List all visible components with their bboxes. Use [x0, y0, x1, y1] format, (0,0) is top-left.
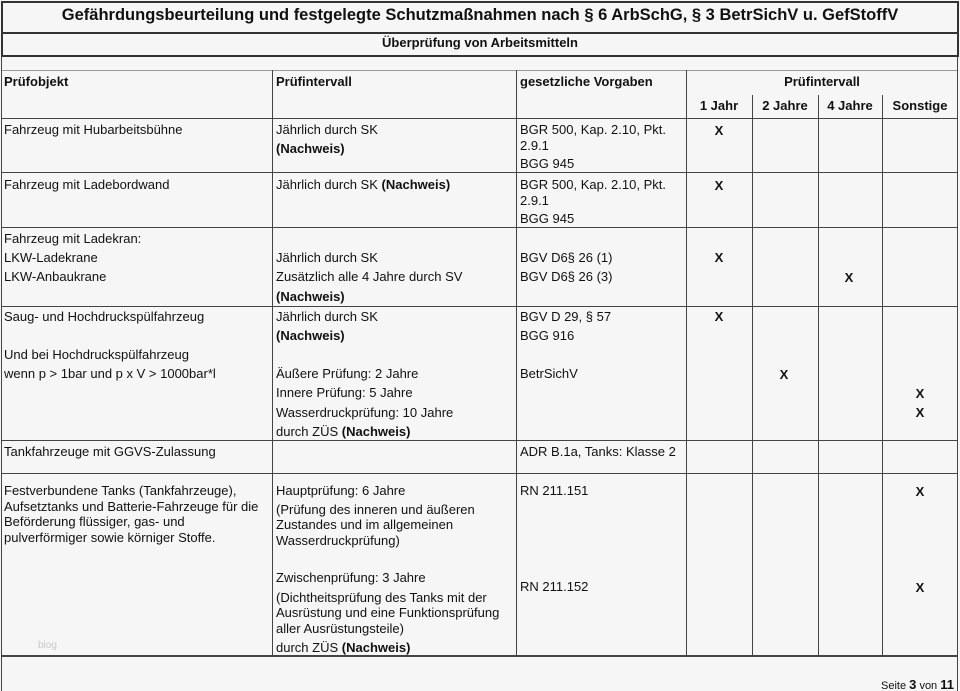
regs-cell: BGV D6§ 26 (3) — [520, 269, 613, 284]
header-object: Prüfobjekt — [4, 74, 69, 89]
total-pages: 11 — [940, 677, 954, 691]
col-divider — [686, 70, 687, 656]
proof-label: (Nachweis) — [341, 640, 411, 655]
col-divider — [516, 70, 517, 656]
object-cell: LKW-Anbaukrane — [4, 269, 107, 284]
object-cell: Aufsetztanks und Batterie-Fahrzeuge für die — [4, 499, 259, 514]
object-cell: pulverförmiger sowie körniger Stoffe. — [4, 530, 216, 545]
regs-cell: 2.9.1 — [520, 138, 549, 153]
mark-other: X — [915, 405, 925, 420]
interval-cell: aller Ausrüstungsteile) — [276, 621, 404, 636]
mark-other: X — [915, 580, 925, 595]
row-divider — [1, 227, 958, 228]
regs-cell: RN 211.152 — [520, 579, 589, 594]
frame-left — [1, 57, 2, 691]
regs-cell: BGR 500, Kap. 2.10, Pkt. — [520, 122, 666, 137]
regs-cell: ADR B.1a, Tanks: Klasse 2 — [520, 444, 676, 459]
proof-label: (Nachweis) — [341, 424, 411, 439]
proof-label: (Nachweis) — [381, 177, 451, 192]
header-top-line — [1, 70, 958, 71]
object-cell: Fahrzeug mit Ladebordwand — [4, 177, 170, 192]
regs-cell: BGR 500, Kap. 2.10, Pkt. — [520, 177, 666, 192]
interval-cell — [276, 424, 410, 440]
interval-cell: Jährlich durch SK — [276, 309, 378, 324]
row-divider — [1, 473, 958, 474]
regs-cell: BGG 945 — [520, 211, 575, 226]
proof-label: (Nachweis) — [276, 289, 345, 304]
mark-4-years: X — [844, 270, 854, 285]
row-divider — [1, 306, 958, 307]
header-4-years: 4 Jahre — [827, 98, 873, 113]
interval-cell: Innere Prüfung: 5 Jahre — [276, 385, 413, 400]
frame-right — [957, 57, 958, 691]
interval-cell: (Dichtheitsprüfung des Tanks mit der — [276, 590, 487, 605]
header-2-years: 2 Jahre — [762, 98, 808, 113]
interval-cell: Jährlich durch SK — [276, 250, 378, 265]
current-page: 3 — [909, 677, 917, 691]
object-cell: wenn p > 1bar und p x V > 1000bar*l — [4, 366, 216, 381]
regs-cell: BetrSichV — [520, 366, 578, 381]
mark-2-years: X — [779, 367, 789, 382]
interval-cell: Zusätzlich alle 4 Jahre durch SV — [276, 269, 463, 284]
interval-cell: Hauptprüfung: 6 Jahre — [276, 483, 406, 498]
header-regs: gesetzliche Vorgaben — [520, 74, 653, 89]
regs-cell: BGV D6§ 26 (1) — [520, 250, 613, 265]
regs-cell: BGG 945 — [520, 156, 575, 171]
interval-cell: Jährlich durch SK — [276, 122, 378, 137]
interval-cell: (Prüfung des inneren und äußeren — [276, 502, 475, 517]
row-divider — [1, 440, 958, 441]
mark-1-year: X — [714, 178, 724, 193]
interval-cell: Äußere Prüfung: 2 Jahre — [276, 366, 419, 381]
row-divider — [1, 172, 958, 173]
page-label: Seite — [881, 680, 907, 691]
interval-cell: Zustandes und im allgemeinen — [276, 517, 454, 532]
object-cell: Und bei Hochdruckspülfahrzeug — [4, 347, 189, 362]
col-divider — [882, 95, 883, 656]
of-label: von — [919, 680, 938, 691]
regs-cell: RN 211.151 — [520, 483, 589, 498]
regs-cell: BGG 916 — [520, 328, 575, 343]
table-bottom-line — [1, 655, 958, 657]
header-interval-group: Prüfintervall — [784, 74, 860, 89]
object-cell: Fahrzeug mit Hubarbeitsbühne — [4, 122, 183, 137]
document-subtitle: Überprüfung von Arbeitsmitteln — [382, 35, 578, 50]
interval-cell — [276, 177, 450, 193]
interval-cell: Ausrüstung und eine Funktionsprüfung — [276, 605, 500, 620]
header-interval: Prüfintervall — [276, 74, 352, 89]
header-other: Sonstige — [892, 98, 948, 113]
watermark: blog — [38, 640, 57, 651]
interval-cell: Wasserdruckprüfung) — [276, 533, 400, 548]
regs-cell: BGV D 29, § 57 — [520, 309, 612, 324]
mark-other: X — [915, 484, 925, 499]
col-divider — [752, 95, 753, 656]
col-divider — [818, 95, 819, 656]
document-title: Gefährdungsbeurteilung und festgelegte Schutzmaßnahmen nach § 6 ArbSchG, § 3 BetrSichV u. GefStoffV — [61, 6, 899, 24]
page-number — [881, 677, 954, 691]
mark-1-year: X — [714, 123, 724, 138]
object-cell: Festverbundene Tanks (Tankfahrzeuge), — [4, 483, 237, 498]
col-divider — [272, 70, 273, 656]
object-cell: Tankfahrzeuge mit GGVS-Zulassung — [4, 444, 216, 459]
object-cell: LKW-Ladekrane — [4, 250, 98, 265]
interval-text: durch ZÜS — [276, 640, 339, 655]
proof-label: (Nachweis) — [276, 328, 345, 343]
object-cell: Saug- und Hochdruckspülfahrzeug — [4, 309, 205, 324]
row-divider — [1, 118, 958, 119]
mark-1-year: X — [714, 250, 724, 265]
interval-cell: Wasserdruckprüfung: 10 Jahre — [276, 405, 454, 420]
regs-cell: 2.9.1 — [520, 193, 549, 208]
interval-text: Jährlich durch SK — [276, 177, 378, 192]
mark-1-year: X — [714, 309, 724, 324]
proof-label: (Nachweis) — [276, 141, 345, 156]
mark-other: X — [915, 386, 925, 401]
header-1-year: 1 Jahr — [699, 98, 739, 113]
interval-cell — [276, 640, 410, 656]
interval-cell: Zwischenprüfung: 3 Jahre — [276, 570, 426, 585]
interval-text: durch ZÜS — [276, 424, 339, 439]
object-cell: Beförderung flüssiger, gas- und — [4, 514, 185, 529]
object-cell: Fahrzeug mit Ladekran: — [4, 231, 142, 246]
